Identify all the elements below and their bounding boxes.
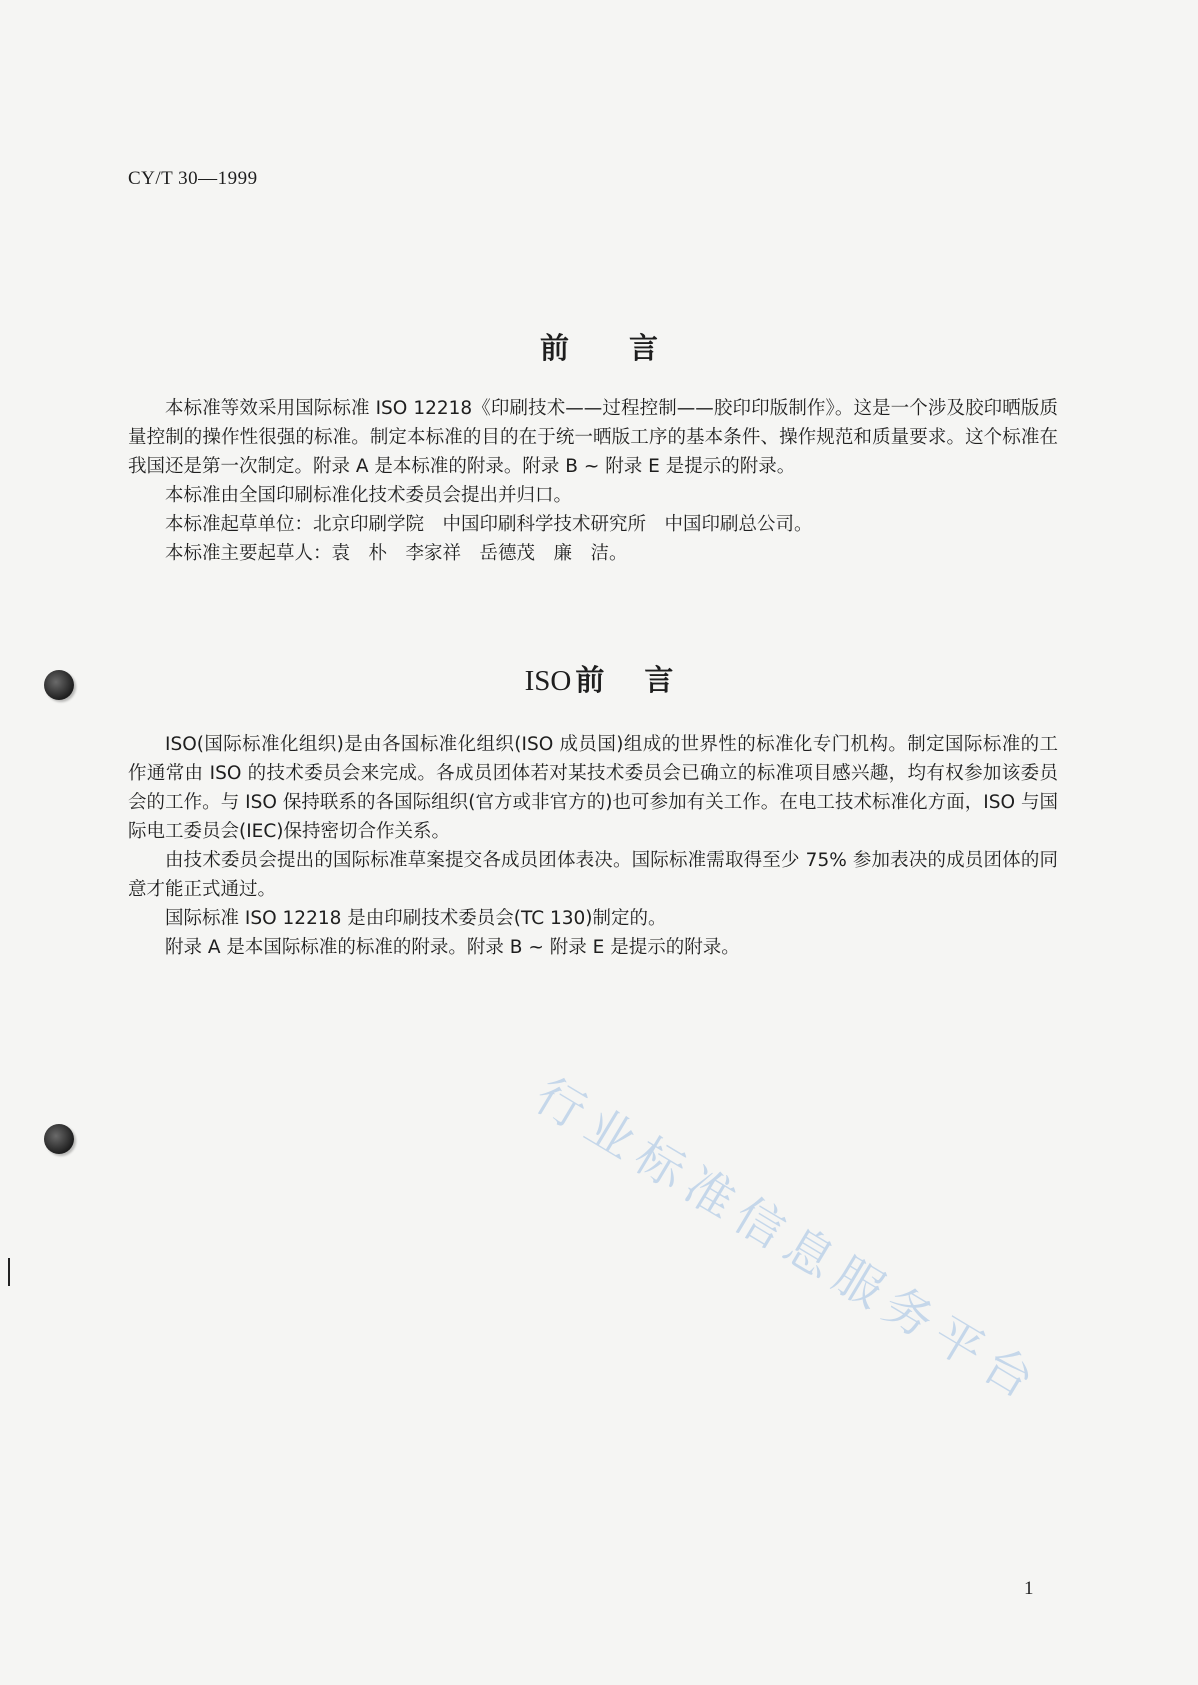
watermark: 行业标准信息服务平台: [525, 1067, 1052, 1415]
punch-hole: [44, 1124, 74, 1154]
foreword-paragraph: 本标准起草单位：北京印刷学院 中国印刷科学技术研究所 中国印刷总公司。: [165, 514, 813, 535]
iso-paragraph: 国际标准 ISO 12218 是由印刷技术委员会(TC 130)制定的。: [165, 908, 667, 929]
iso-paragraph: 附录 A 是本国际标准的标准的附录。附录 B ~ 附录 E 是提示的附录。: [165, 937, 740, 958]
iso-title-text: 前言: [575, 663, 714, 697]
scan-edge-mark: [8, 1258, 10, 1286]
iso-foreword-body: [128, 730, 1058, 962]
punch-hole: [44, 670, 74, 700]
foreword-paragraph: 本标准由全国印刷标准化技术委员会提出并归口。: [165, 485, 573, 506]
page-number: 1: [1024, 1578, 1034, 1599]
foreword-title: 前言: [539, 331, 718, 365]
foreword-body: [128, 394, 1058, 568]
iso-title-prefix: ISO: [524, 665, 572, 697]
foreword-paragraph: 本标准等效采用国际标准 ISO 12218《印刷技术——过程控制——胶印印版制作》。这是一个涉及胶印晒版质量控制的操作性很强的标准。制定本标准的目的在于统一晒版工序的基本条件、操作规范和质量要求。这个标准在我国还是第一次制定。附录 A 是本标准的附录。附录 B ~ 附录 E 是提示的附录。: [128, 398, 1058, 477]
standard-code: CY/T 30—1999: [128, 168, 258, 189]
iso-paragraph: 由技术委员会提出的国际标准草案提交各成员团体表决。国际标准需取得至少 75% 参加表决的成员团体的同意才能正式通过。: [128, 850, 1058, 900]
iso-foreword-title: [0, 658, 1198, 699]
iso-paragraph: ISO(国际标准化组织)是由各国标准化组织(ISO 成员国)组成的世界性的标准化专门机构。制定国际标准的工作通常由 ISO 的技术委员会来完成。各成员团体若对某技术委员会已确立的标准项目感兴趣，均有权参加该委员会的工作。与 ISO 保持联系的各国际组织(官方或非官方的)也可参加有关工作。在电工技术标准化方面，ISO 与国际电工委员会(IEC)保持密切合作关系。: [128, 734, 1058, 842]
foreword-paragraph: 本标准主要起草人：袁 朴 李家祥 岳德茂 廉 洁。: [165, 543, 628, 564]
